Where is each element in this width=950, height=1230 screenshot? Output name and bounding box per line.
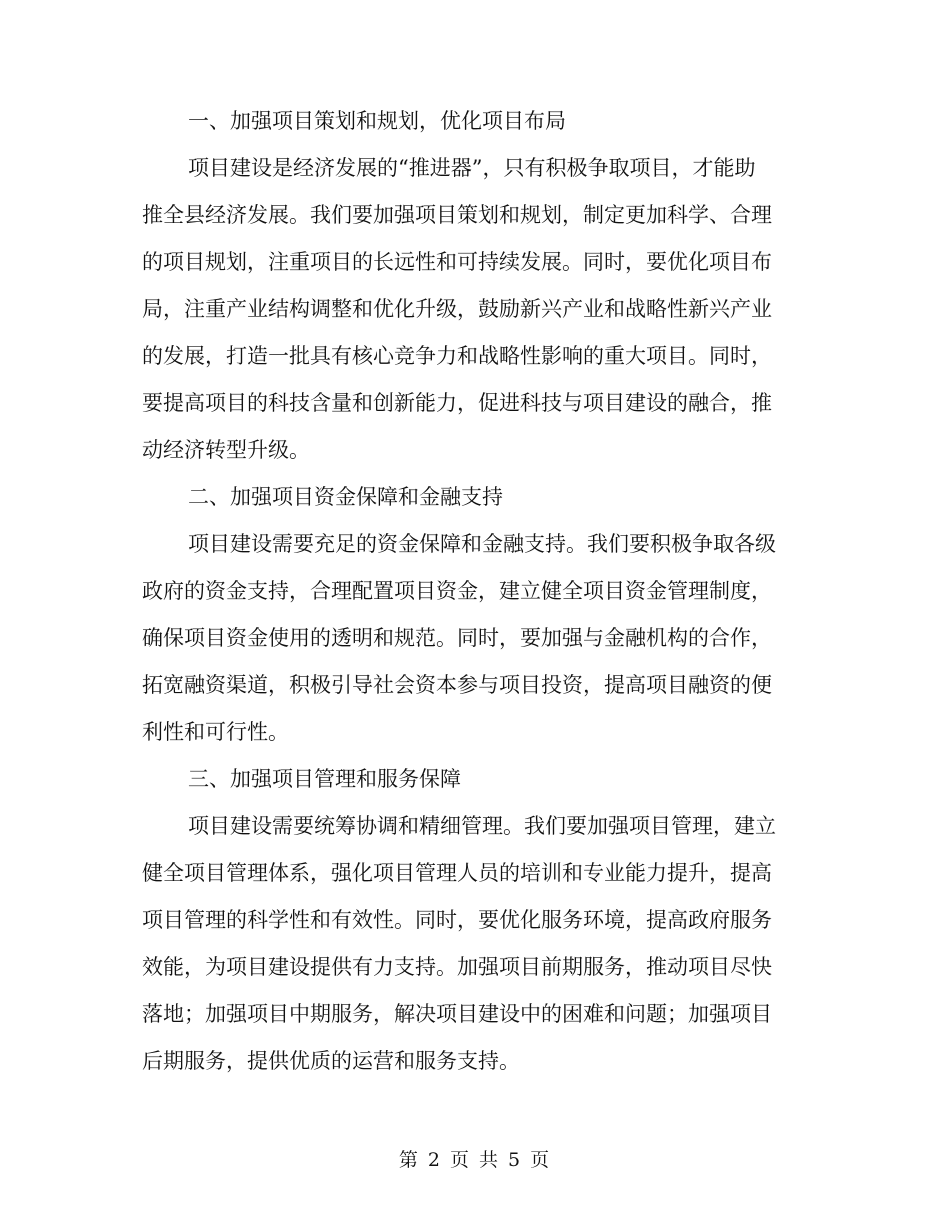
paragraph-line: 的项目规划，注重项目的长远性和可持续发展。同时，要优化项目布 [142, 250, 772, 274]
paragraph-line: 动经济转型升级。 [142, 438, 310, 462]
paragraph-line: 落地；加强项目中期服务，解决项目建设中的困难和问题；加强项目 [142, 1002, 772, 1026]
paragraph-line: 健全项目管理体系，强化项目管理人员的培训和专业能力提升，提高 [142, 861, 772, 885]
paragraph-line: 确保项目资金使用的透明和规范。同时，要加强与金融机构的合作， [142, 626, 772, 650]
paragraph-line: 项目建设是经济发展的“推进器”，只有积极争取项目，才能助 [188, 156, 756, 180]
section-paragraph-3 [142, 803, 802, 1085]
paragraph-line: 的发展，打造一批具有核心竞争力和战略性影响的重大项目。同时， [142, 344, 772, 368]
paragraph-line: 后期服务，提供优质的运营和服务支持。 [142, 1049, 520, 1073]
section-heading-3: 三、加强项目管理和服务保障 [188, 767, 461, 791]
paragraph-line: 要提高项目的科技含量和创新能力，促进科技与项目建设的融合，推 [142, 391, 772, 415]
paragraph-line: 效能，为项目建设提供有力支持。加强项目前期服务，推动项目尽快 [142, 955, 772, 979]
paragraph-line: 项目建设需要统筹协调和精细管理。我们要加强项目管理，建立 [188, 814, 776, 838]
paragraph-line: 拓宽融资渠道，积极引导社会资本参与项目投资，提高项目融资的便 [142, 673, 772, 697]
paragraph-line: 政府的资金支持，合理配置项目资金，建立健全项目资金管理制度， [142, 579, 772, 603]
paragraph-line: 利性和可行性。 [142, 720, 289, 744]
paragraph-line: 局，注重产业结构调整和优化升级，鼓励新兴产业和战略性新兴产业 [142, 297, 772, 321]
document-body [142, 98, 802, 1085]
section-heading-1: 一、加强项目策划和规划，优化项目布局 [188, 109, 566, 133]
paragraph-line: 项目建设需要充足的资金保障和金融支持。我们要积极争取各级 [188, 532, 776, 556]
section-paragraph-2 [142, 521, 802, 756]
section-heading-2: 二、加强项目资金保障和金融支持 [188, 485, 503, 509]
page-number-footer: 第 2 页 共 5 页 [398, 1149, 552, 1171]
paragraph-line: 项目管理的科学性和有效性。同时，要优化服务环境，提高政府服务 [142, 908, 772, 932]
section-paragraph-1 [142, 145, 802, 474]
paragraph-line: 推全县经济发展。我们要加强项目策划和规划，制定更加科学、合理 [142, 203, 772, 227]
